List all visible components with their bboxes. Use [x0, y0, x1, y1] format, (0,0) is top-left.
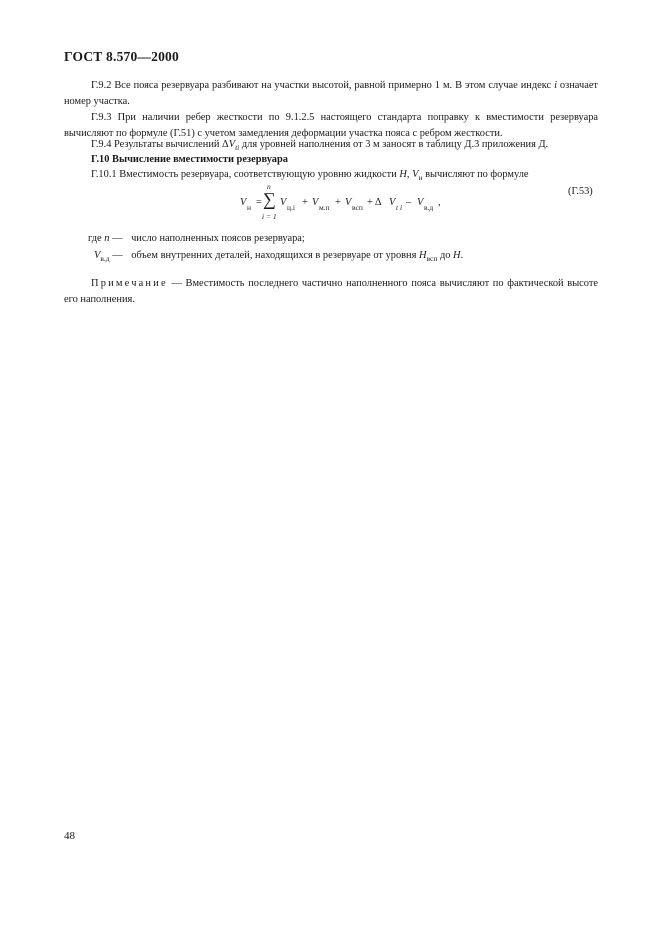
formula-end: , [438, 197, 441, 208]
legend-row-v [94, 250, 463, 263]
page-number: 48 [64, 830, 75, 842]
legend-variable: n [104, 233, 110, 244]
variable: H [419, 250, 427, 261]
legend-dash: — [109, 233, 123, 244]
formula-term-subscript: м.п [319, 203, 330, 212]
paragraph-g93: Г.9.3 При наличии ребер жесткости по 9.1.2.5 настоящего стандарта поправку к вместимости резервуара вычисляют по формуле (Г.51) с учетом замедления деформации участка пояса с ребром жесткости. [64, 112, 598, 139]
formula-equals: = [256, 197, 262, 208]
paragraph-text: Г.9.4 Результаты вычислений Δ [91, 139, 229, 150]
note-text: — Вместимость последнего частично наполненного пояса вычисляют по фактической высоте его наполнения. [64, 278, 598, 305]
paragraph-text: Г.9.2 Все пояса резервуара разбивают на участки высотой, равной примерно 1 м. В этом случае индекс [91, 80, 552, 91]
equation-number: (Г.53) [568, 186, 593, 197]
paragraph-g101 [64, 167, 598, 186]
formula-term: V [389, 197, 396, 208]
legend-where: где [88, 233, 102, 244]
legend-description: число наполненных поясов резервуара; [131, 233, 305, 244]
sum-symbol: ∑ [263, 189, 276, 209]
formula-operator: + [302, 197, 308, 208]
sum-upper-limit: n [267, 182, 271, 191]
paragraph-text: , [406, 169, 413, 180]
variable: V [412, 169, 419, 180]
paragraph-text: Г.10.1 Вместимость резервуара, соответствующую уровню жидкости [91, 169, 400, 180]
variable-subscript: ti [235, 143, 240, 153]
formula-term-subscript: ц.i [287, 203, 295, 212]
variable-subscript: н [418, 173, 423, 183]
note-paragraph [64, 276, 598, 308]
paragraph-g92 [64, 78, 598, 110]
formula-operator: – [406, 197, 412, 208]
document-code-header: ГОСТ 8.570—2000 [64, 49, 179, 64]
formula-term-subscript: в.д [424, 203, 434, 212]
formula-lhs: V [240, 197, 247, 208]
legend-variable-subscript: в.д [100, 254, 110, 264]
variable: H [453, 250, 461, 261]
paragraph-text: вычисляют по формуле [422, 169, 529, 180]
formula-lhs-subscript: н [247, 203, 252, 212]
formula-operator: + Δ [367, 197, 382, 208]
variable-subscript: всп [426, 254, 438, 264]
formula-term: V [417, 197, 424, 208]
formula-term: V [280, 197, 287, 208]
index-variable: i [554, 80, 557, 91]
formula-operator: + [335, 197, 341, 208]
legend-dash: — [109, 250, 123, 261]
legend-row-n [88, 233, 305, 244]
section-title-g10: Г.10 Вычисление вместимости резервуара [91, 154, 288, 165]
paragraph-text: означает номер участка. [64, 80, 598, 107]
variable: V [228, 139, 236, 150]
formula-term-subscript: всп [352, 203, 363, 212]
formula-term: V [345, 197, 352, 208]
legend-description: . [460, 250, 464, 261]
legend-description: до [437, 250, 454, 261]
legend-description: объем внутренних деталей, находящихся в резервуаре от уровня [131, 250, 419, 261]
sum-lower-limit: i = 1 [262, 212, 277, 221]
note-label: Примечание [91, 278, 168, 289]
variable: H [399, 169, 407, 180]
legend-variable: V [94, 250, 101, 261]
paragraph-text: для уровней наполнения от 3 м заносят в таблицу Д.3 приложения Д. [239, 139, 549, 150]
formula-term-subscript: t i [396, 203, 403, 212]
formula-term: V [312, 197, 319, 208]
